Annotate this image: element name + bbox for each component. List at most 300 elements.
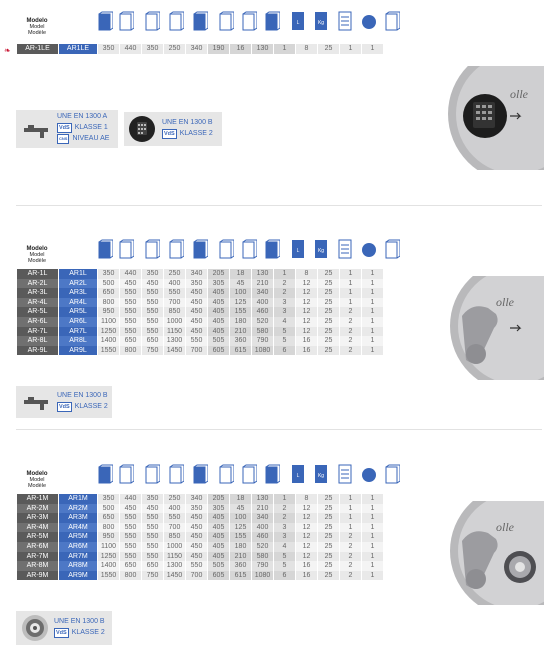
spec-cell: 550 bbox=[120, 513, 141, 523]
table-row bbox=[17, 307, 383, 317]
spec-cell: 2 bbox=[274, 504, 295, 514]
spec-cell: 16 bbox=[230, 44, 251, 54]
depth-icon bbox=[144, 238, 160, 260]
width-icon bbox=[118, 238, 134, 260]
table-row bbox=[17, 523, 383, 533]
spec-cell: 1550 bbox=[98, 571, 119, 581]
brand-logo: olle bbox=[510, 87, 528, 101]
model-ref: AR2M bbox=[59, 504, 97, 514]
svg-text:Kg: Kg bbox=[317, 248, 325, 254]
spec-cell: 1 bbox=[362, 336, 383, 346]
model-ref: AR1M bbox=[59, 494, 97, 504]
spec-cell: 405 bbox=[208, 552, 229, 562]
spec-cell: 25 bbox=[318, 288, 339, 298]
table-row bbox=[17, 336, 383, 346]
spec-cell: 12 bbox=[296, 523, 317, 533]
spec-cell: 1 bbox=[362, 346, 383, 356]
svg-text:L: L bbox=[296, 473, 300, 479]
model-ref: AR9M bbox=[59, 571, 97, 581]
bolt-diameter-icon bbox=[337, 10, 353, 32]
table-row bbox=[17, 298, 383, 308]
spec-cell: 1080 bbox=[252, 571, 273, 581]
svg-text:Kg: Kg bbox=[317, 473, 325, 479]
spec-cell: 405 bbox=[208, 307, 229, 317]
spec-cell: 1 bbox=[274, 269, 295, 279]
spec-cell: 8 bbox=[296, 44, 317, 54]
spec-cell: 440 bbox=[120, 269, 141, 279]
spec-cell: 950 bbox=[98, 307, 119, 317]
volume-icon bbox=[241, 463, 257, 485]
spec-cell: 2 bbox=[340, 571, 361, 581]
spec-cell: 350 bbox=[98, 269, 119, 279]
spec-cell: 1000 bbox=[164, 317, 185, 327]
spec-cell: 125 bbox=[230, 523, 251, 533]
spec-cell: 1 bbox=[340, 513, 361, 523]
spec-cell: 700 bbox=[164, 523, 185, 533]
spec-cell: 210 bbox=[230, 327, 251, 337]
inner-depth-icon bbox=[218, 238, 234, 260]
model-code: AR-6M bbox=[17, 542, 58, 552]
spec-cell: 25 bbox=[318, 561, 339, 571]
dial-lock-icon bbox=[21, 614, 49, 642]
gun-safe-icon bbox=[22, 395, 54, 411]
spec-cell: 3 bbox=[274, 298, 295, 308]
spec-cell: 1 bbox=[362, 494, 383, 504]
vds-icon: VdS bbox=[164, 131, 175, 137]
cert-badge-a bbox=[16, 110, 118, 148]
spec-cell: 1550 bbox=[98, 346, 119, 356]
model-ref: AR8L bbox=[59, 336, 97, 346]
anchor-icon bbox=[361, 463, 377, 485]
table-row bbox=[17, 552, 383, 562]
spec-cell: 1450 bbox=[164, 346, 185, 356]
norm-label: UNE EN 1300 B bbox=[57, 392, 108, 399]
table-row bbox=[17, 317, 383, 327]
spec-cell: 800 bbox=[120, 346, 141, 356]
model-ref: AR5M bbox=[59, 532, 97, 542]
spec-cell: 550 bbox=[142, 542, 163, 552]
spec-cell: 1 bbox=[340, 279, 361, 289]
spec-cell: 1 bbox=[340, 298, 361, 308]
model-ref: AR3M bbox=[59, 513, 97, 523]
bolts-icon bbox=[313, 463, 329, 485]
spec-table bbox=[16, 269, 384, 355]
weight-icon bbox=[264, 463, 280, 485]
spec-cell: 450 bbox=[120, 279, 141, 289]
model-code: AR-1M bbox=[17, 494, 58, 504]
spec-cell: 450 bbox=[186, 298, 207, 308]
spec-cell: 550 bbox=[186, 336, 207, 346]
spec-cell: 580 bbox=[252, 552, 273, 562]
spec-cell: 12 bbox=[296, 288, 317, 298]
spec-cell: 550 bbox=[164, 288, 185, 298]
spec-cell: 12 bbox=[296, 542, 317, 552]
spec-cell: 180 bbox=[230, 542, 251, 552]
spec-cell: 25 bbox=[318, 571, 339, 581]
model-code: AR-8M bbox=[17, 561, 58, 571]
spec-cell: 5 bbox=[274, 552, 295, 562]
spec-cell: 25 bbox=[318, 523, 339, 533]
spec-cell: 360 bbox=[230, 336, 251, 346]
key-lock-image bbox=[440, 276, 544, 380]
spec-cell: 650 bbox=[98, 288, 119, 298]
spec-cell: 1 bbox=[362, 44, 383, 54]
model-code: AR-7M bbox=[17, 552, 58, 562]
spec-cell: 605 bbox=[208, 346, 229, 356]
weight-icon bbox=[264, 238, 280, 260]
gun-safe-icon bbox=[22, 123, 54, 139]
spec-cell: 18 bbox=[230, 269, 251, 279]
svg-text:L: L bbox=[296, 20, 300, 26]
electronic-lock-image bbox=[440, 66, 544, 170]
table-row bbox=[17, 542, 383, 552]
spec-cell: 130 bbox=[252, 494, 273, 504]
spec-cell: 350 bbox=[98, 494, 119, 504]
level-label: NIVEAU AE bbox=[72, 135, 110, 142]
spec-cell: 505 bbox=[208, 336, 229, 346]
volume-icon bbox=[241, 10, 257, 32]
spec-cell: 25 bbox=[318, 513, 339, 523]
inner-depth-icon bbox=[218, 463, 234, 485]
model-code: AR-2M bbox=[17, 504, 58, 514]
depth-icon bbox=[144, 463, 160, 485]
spec-cell: 125 bbox=[230, 298, 251, 308]
spec-cell: 1 bbox=[274, 494, 295, 504]
spec-cell: 650 bbox=[142, 561, 163, 571]
spec-cell: 210 bbox=[230, 552, 251, 562]
spec-cell: 1 bbox=[340, 44, 361, 54]
spec-cell: 700 bbox=[164, 298, 185, 308]
section-divider bbox=[16, 429, 542, 430]
cert-badge bbox=[16, 386, 112, 418]
spec-cell: 12 bbox=[296, 317, 317, 327]
spec-cell: 550 bbox=[120, 288, 141, 298]
spec-cell: 25 bbox=[318, 542, 339, 552]
volume-icon bbox=[241, 238, 257, 260]
spec-cell: 700 bbox=[186, 346, 207, 356]
inner-width-icon bbox=[192, 10, 208, 32]
spec-cell: 1400 bbox=[98, 336, 119, 346]
spec-cell: 180 bbox=[230, 317, 251, 327]
spec-cell: 550 bbox=[120, 317, 141, 327]
spec-cell: 550 bbox=[142, 523, 163, 533]
spec-cell: 25 bbox=[318, 269, 339, 279]
spec-cell: 3 bbox=[274, 532, 295, 542]
spec-cell: 550 bbox=[142, 307, 163, 317]
spec-cell: 1 bbox=[362, 288, 383, 298]
hinge-icon bbox=[384, 463, 400, 485]
spec-cell: 350 bbox=[98, 44, 119, 54]
spec-cell: 350 bbox=[186, 279, 207, 289]
spec-cell: 1 bbox=[362, 317, 383, 327]
spec-cell: 16 bbox=[296, 571, 317, 581]
model-code: AR-2L bbox=[17, 279, 58, 289]
spec-cell: 25 bbox=[318, 317, 339, 327]
spec-cell: 340 bbox=[252, 288, 273, 298]
spec-cell: 12 bbox=[296, 279, 317, 289]
spec-cell: 5 bbox=[274, 327, 295, 337]
vds-icon: VdS bbox=[59, 404, 70, 410]
model-ref: AR6M bbox=[59, 542, 97, 552]
spec-cell: 25 bbox=[318, 552, 339, 562]
spec-cell: 1 bbox=[362, 327, 383, 337]
hinge-icon bbox=[384, 238, 400, 260]
spec-cell: 1 bbox=[340, 494, 361, 504]
spec-table bbox=[16, 44, 384, 54]
spec-cell: 12 bbox=[296, 513, 317, 523]
spec-cell: 350 bbox=[186, 504, 207, 514]
spec-cell: 3 bbox=[274, 523, 295, 533]
spec-cell: 1150 bbox=[164, 327, 185, 337]
spec-cell: 450 bbox=[186, 307, 207, 317]
spec-cell: 460 bbox=[252, 307, 273, 317]
model-ref: AR1LE bbox=[59, 44, 97, 54]
model-code: AR-6L bbox=[17, 317, 58, 327]
table-row bbox=[17, 494, 383, 504]
spec-cell: 2 bbox=[340, 346, 361, 356]
shelves-icon bbox=[290, 463, 306, 485]
spec-cell: 205 bbox=[208, 269, 229, 279]
spec-cell: 6 bbox=[274, 571, 295, 581]
spec-cell: 450 bbox=[120, 504, 141, 514]
model-ref: AR4L bbox=[59, 298, 97, 308]
spec-cell: 450 bbox=[186, 552, 207, 562]
spec-cell: 650 bbox=[120, 561, 141, 571]
spec-cell: 305 bbox=[208, 504, 229, 514]
vds-icon: VdS bbox=[59, 125, 70, 131]
spec-cell: 605 bbox=[208, 571, 229, 581]
spec-cell: 520 bbox=[252, 317, 273, 327]
spec-cell: 1150 bbox=[164, 552, 185, 562]
height-icon bbox=[97, 10, 113, 32]
cns-icon: CNS bbox=[57, 134, 69, 144]
spec-cell: 405 bbox=[208, 327, 229, 337]
inner-width-icon bbox=[192, 463, 208, 485]
spec-cell: 520 bbox=[252, 542, 273, 552]
spec-cell: 450 bbox=[186, 327, 207, 337]
spec-cell: 12 bbox=[296, 298, 317, 308]
spec-cell: 305 bbox=[208, 279, 229, 289]
spec-cell: 450 bbox=[186, 288, 207, 298]
svg-text:L: L bbox=[296, 248, 300, 254]
spec-cell: 550 bbox=[142, 552, 163, 562]
spec-cell: 580 bbox=[252, 327, 273, 337]
spec-cell: 1 bbox=[362, 532, 383, 542]
table-row bbox=[17, 288, 383, 298]
spec-cell: 405 bbox=[208, 513, 229, 523]
spec-cell: 4 bbox=[274, 317, 295, 327]
anchor-icon bbox=[361, 238, 377, 260]
spec-cell: 2 bbox=[274, 513, 295, 523]
spec-cell: 12 bbox=[296, 504, 317, 514]
spec-cell: 100 bbox=[230, 513, 251, 523]
bolt-diameter-icon bbox=[337, 238, 353, 260]
spec-cell: 1250 bbox=[98, 552, 119, 562]
spec-cell: 1 bbox=[362, 307, 383, 317]
spec-cell: 505 bbox=[208, 561, 229, 571]
table-row bbox=[17, 327, 383, 337]
spec-cell: 1300 bbox=[164, 561, 185, 571]
spec-cell: 650 bbox=[142, 336, 163, 346]
spec-cell: 1 bbox=[362, 571, 383, 581]
table-row bbox=[17, 269, 383, 279]
cert-badge bbox=[16, 611, 112, 645]
spec-cell: 750 bbox=[142, 571, 163, 581]
spec-cell: 800 bbox=[98, 298, 119, 308]
class-label: KLASSE 2 bbox=[74, 403, 108, 410]
table-row bbox=[17, 346, 383, 356]
spec-cell: 405 bbox=[208, 523, 229, 533]
brand-logo: olle bbox=[496, 295, 514, 309]
spec-cell: 550 bbox=[120, 298, 141, 308]
spec-cell: 1400 bbox=[98, 561, 119, 571]
spec-cell: 350 bbox=[142, 269, 163, 279]
spec-cell: 2 bbox=[340, 327, 361, 337]
spec-cell: 2 bbox=[340, 336, 361, 346]
spec-cell: 2 bbox=[340, 542, 361, 552]
spec-cell: 405 bbox=[208, 317, 229, 327]
inner-height-icon bbox=[168, 10, 184, 32]
spec-cell: 1 bbox=[362, 552, 383, 562]
spec-cell: 2 bbox=[340, 317, 361, 327]
model-ref: AR7L bbox=[59, 327, 97, 337]
spec-cell: 550 bbox=[142, 288, 163, 298]
model-ref: AR8M bbox=[59, 561, 97, 571]
model-code: AR-9L bbox=[17, 346, 58, 356]
model-header-label: Modelo Model Modèle bbox=[26, 18, 48, 36]
table-row bbox=[17, 571, 383, 581]
spec-cell: 550 bbox=[120, 523, 141, 533]
hinge-icon bbox=[384, 10, 400, 32]
table-row bbox=[17, 561, 383, 571]
table-row bbox=[17, 532, 383, 542]
model-code: AR-1LE bbox=[17, 44, 58, 54]
height-icon bbox=[97, 238, 113, 260]
spec-cell: 1 bbox=[362, 269, 383, 279]
spec-cell: 550 bbox=[186, 561, 207, 571]
spec-cell: 615 bbox=[230, 346, 251, 356]
spec-cell: 1 bbox=[362, 561, 383, 571]
model-code: AR-7L bbox=[17, 327, 58, 337]
spec-cell: 25 bbox=[318, 307, 339, 317]
class-label: KLASSE 2 bbox=[71, 629, 105, 636]
spec-cell: 550 bbox=[120, 532, 141, 542]
spec-cell: 700 bbox=[186, 571, 207, 581]
model-ref: AR7M bbox=[59, 552, 97, 562]
spec-cell: 1450 bbox=[164, 571, 185, 581]
spec-cell: 210 bbox=[252, 504, 273, 514]
spec-cell: 400 bbox=[252, 298, 273, 308]
spec-cell: 3 bbox=[274, 307, 295, 317]
spec-cell: 1 bbox=[340, 523, 361, 533]
bolt-diameter-icon bbox=[337, 463, 353, 485]
spec-cell: 45 bbox=[230, 279, 251, 289]
spec-cell: 130 bbox=[252, 269, 273, 279]
spec-cell: 5 bbox=[274, 561, 295, 571]
spec-cell: 1 bbox=[362, 504, 383, 514]
spec-cell: 340 bbox=[252, 513, 273, 523]
spec-cell: 550 bbox=[120, 542, 141, 552]
spec-cell: 250 bbox=[164, 269, 185, 279]
norm-label: UNE EN 1300 B bbox=[54, 618, 105, 625]
spec-cell: 45 bbox=[230, 504, 251, 514]
depth-icon bbox=[144, 10, 160, 32]
spec-cell: 400 bbox=[252, 523, 273, 533]
model-code: AR-5L bbox=[17, 307, 58, 317]
spec-cell: 25 bbox=[318, 346, 339, 356]
spec-cell: 500 bbox=[98, 279, 119, 289]
model-code: AR-1L bbox=[17, 269, 58, 279]
spec-cell: 250 bbox=[164, 44, 185, 54]
spec-cell: 8 bbox=[296, 494, 317, 504]
spec-cell: 450 bbox=[142, 504, 163, 514]
spec-cell: 440 bbox=[120, 494, 141, 504]
norm-label: UNE EN 1300 A bbox=[57, 113, 108, 120]
spec-cell: 1 bbox=[362, 523, 383, 533]
spec-cell: 18 bbox=[230, 494, 251, 504]
height-icon bbox=[97, 463, 113, 485]
table-header bbox=[0, 234, 420, 274]
spec-cell: 360 bbox=[230, 561, 251, 571]
spec-cell: 5 bbox=[274, 336, 295, 346]
spec-cell: 205 bbox=[208, 494, 229, 504]
spec-cell: 100 bbox=[230, 288, 251, 298]
spec-cell: 25 bbox=[318, 532, 339, 542]
section-divider bbox=[16, 205, 542, 206]
spec-cell: 550 bbox=[164, 513, 185, 523]
svg-text:Kg: Kg bbox=[317, 20, 325, 26]
spec-cell: 12 bbox=[296, 532, 317, 542]
spec-cell: 6 bbox=[274, 346, 295, 356]
spec-cell: 550 bbox=[120, 327, 141, 337]
anchor-icon bbox=[361, 10, 377, 32]
spec-cell: 440 bbox=[120, 44, 141, 54]
spec-cell: 340 bbox=[186, 44, 207, 54]
spec-cell: 405 bbox=[208, 532, 229, 542]
spec-cell: 450 bbox=[186, 523, 207, 533]
spec-cell: 550 bbox=[142, 327, 163, 337]
spec-cell: 450 bbox=[186, 513, 207, 523]
spec-cell: 25 bbox=[318, 336, 339, 346]
spec-cell: 450 bbox=[186, 542, 207, 552]
spec-cell: 790 bbox=[252, 336, 273, 346]
spec-cell: 1 bbox=[362, 542, 383, 552]
norm-label: UNE EN 1300 B bbox=[162, 119, 213, 126]
spec-cell: 550 bbox=[120, 552, 141, 562]
spec-cell: 405 bbox=[208, 298, 229, 308]
spec-cell: 350 bbox=[142, 494, 163, 504]
spec-cell: 1 bbox=[362, 513, 383, 523]
spec-cell: 550 bbox=[142, 298, 163, 308]
model-code: AR-4L bbox=[17, 298, 58, 308]
spec-cell: 155 bbox=[230, 532, 251, 542]
spec-cell: 405 bbox=[208, 288, 229, 298]
model-code: AR-9M bbox=[17, 571, 58, 581]
spec-cell: 800 bbox=[98, 523, 119, 533]
model-code: AR-3M bbox=[17, 513, 58, 523]
model-code: AR-3L bbox=[17, 288, 58, 298]
spec-cell: 550 bbox=[142, 317, 163, 327]
spec-cell: 550 bbox=[120, 307, 141, 317]
spec-cell: 460 bbox=[252, 532, 273, 542]
class-label: KLASSE 1 bbox=[74, 124, 108, 131]
table-row bbox=[17, 504, 383, 514]
spec-cell: 405 bbox=[208, 542, 229, 552]
inner-height-icon bbox=[168, 463, 184, 485]
class-label: KLASSE 2 bbox=[179, 130, 213, 137]
spec-cell: 12 bbox=[296, 307, 317, 317]
spec-cell: 550 bbox=[142, 513, 163, 523]
